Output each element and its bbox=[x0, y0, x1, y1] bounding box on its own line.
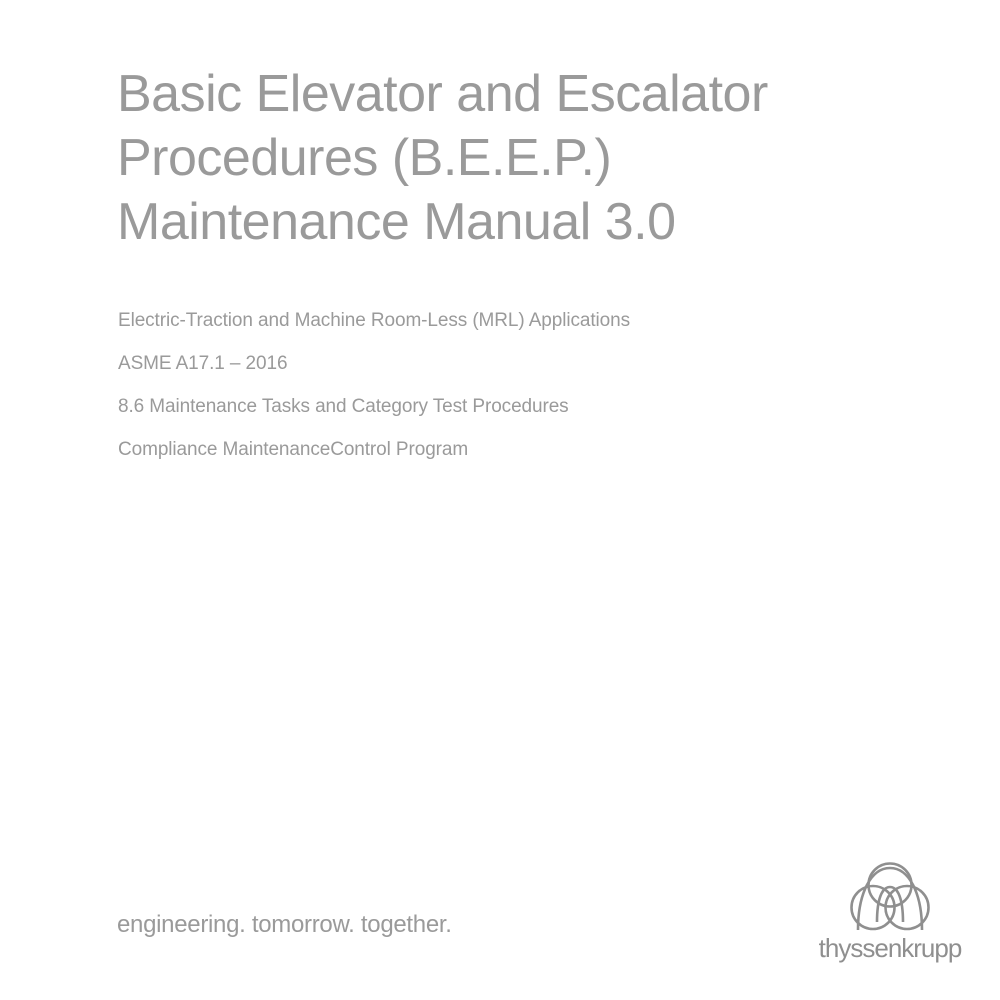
title-line-1: Basic Elevator and Escalator bbox=[117, 65, 768, 123]
thyssenkrupp-logo-icon bbox=[849, 861, 931, 932]
subtitle-line-code-reference: ASME A17.1 – 2016 bbox=[118, 353, 288, 374]
brand-tagline: engineering. tomorrow. together. bbox=[117, 911, 452, 938]
thyssenkrupp-logo bbox=[810, 861, 970, 961]
subtitle-line-section: 8.6 Maintenance Tasks and Category Test Procedures bbox=[118, 396, 569, 417]
subtitle-line-program: Compliance MaintenanceControl Program bbox=[118, 439, 469, 460]
brand-wordmark: thyssenkrupp bbox=[818, 933, 962, 963]
document-subtitle bbox=[118, 299, 630, 471]
subtitle-line-applications: Electric-Traction and Machine Room-Less (MRL) Applications bbox=[118, 310, 630, 331]
document-title bbox=[117, 62, 768, 254]
title-line-2: Procedures (B.E.E.P.) bbox=[117, 129, 612, 187]
title-line-3: Maintenance Manual 3.0 bbox=[117, 193, 676, 251]
